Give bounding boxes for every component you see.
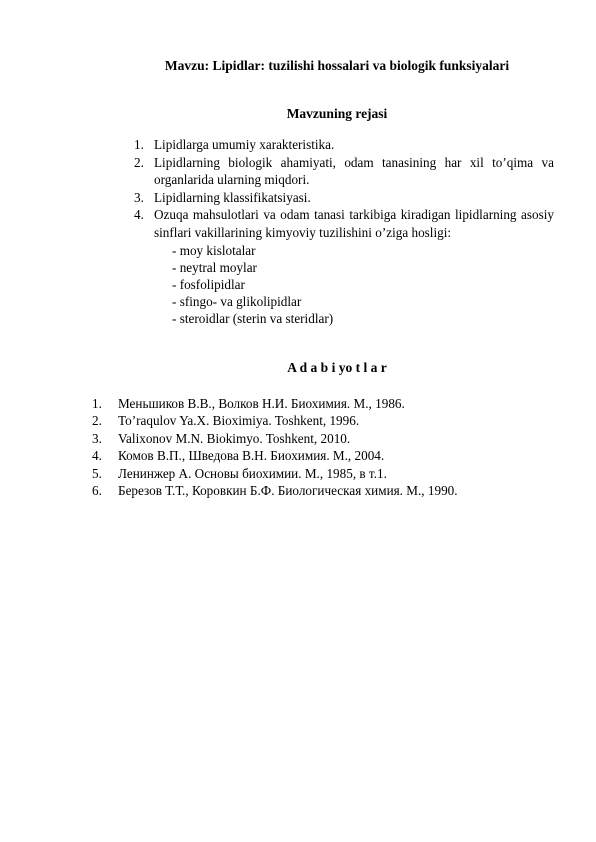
- reference-text: Комов В.П., Шведова В.Н. Биохимия. М., 2004.: [118, 448, 385, 464]
- plan-item-number: 4.: [134, 207, 144, 223]
- plan-item: [134, 206, 554, 327]
- plan-subitem: - fosfolipidlar: [172, 276, 245, 292]
- plan-item: [134, 154, 554, 189]
- reference-number: 4.: [92, 448, 102, 464]
- reference-item: [92, 395, 552, 412]
- reference-item: [92, 465, 552, 482]
- reference-text: Ленинжер А. Основы биохимии. М., 1985, в т.1.: [118, 465, 387, 481]
- reference-number: 6.: [92, 483, 102, 499]
- reference-number: 2.: [92, 413, 102, 429]
- plan-item-number: 3.: [134, 189, 144, 205]
- plan-item-number: 1.: [134, 137, 144, 152]
- reference-item: [92, 430, 552, 447]
- references-list: [92, 395, 552, 499]
- reference-text: Березов Т.Т., Коровкин Б.Ф. Биологическая химия. М., 1990.: [118, 483, 458, 499]
- page-title: Mavzu: Lipidlar: tuzilishi hossalari va biologik funksiyalari: [164, 58, 510, 73]
- reference-text: To’raqulov Ya.X. Bioximiya. Toshkent, 1996.: [118, 413, 360, 429]
- plan-item: [134, 189, 554, 207]
- plan-item-number: 2.: [134, 154, 144, 170]
- reference-item: [92, 447, 552, 464]
- reference-number: 3.: [92, 430, 102, 446]
- plan-sublist: [154, 242, 554, 328]
- plan-subitem: - moy kislotalar: [172, 242, 256, 258]
- reference-item: [92, 412, 552, 429]
- plan-item-text: Lipidlarga umumiy xarakteristika.: [154, 137, 335, 152]
- reference-text: Valixonov M.N. Biokimyo. Toshkent, 2010.: [118, 430, 351, 446]
- plan-heading: Mavzuning rejasi: [286, 106, 388, 121]
- plan-item: [134, 136, 554, 154]
- references-heading: A d a b i yo t l a r: [287, 360, 387, 375]
- reference-number: 1.: [92, 396, 102, 411]
- plan-subitem: - sfingo- va glikolipidlar: [172, 294, 302, 310]
- plan-item-text: Lipidlarning biologik ahamiyati, odam tanasining har xil to’qima va organlarida ularning miqdori.: [154, 154, 554, 188]
- reference-text: Меньшиков В.В., Волков Н.И. Биохимия. М., 1986.: [118, 396, 405, 411]
- plan-list: [134, 136, 554, 328]
- plan-subitem: - neytral moylar: [172, 259, 257, 275]
- reference-item: [92, 482, 552, 499]
- reference-number: 5.: [92, 465, 102, 481]
- plan-subitem: - steroidlar (sterin va steridlar): [172, 311, 334, 327]
- plan-item-text: Ozuqa mahsulotlari va odam tanasi tarkibiga kiradigan lipidlarning asosiy sinflari vakillarining kimyoviy tuzilishini o’ziga hosligi:: [154, 207, 554, 240]
- plan-item-text: Lipidlarning klassifikatsiyasi.: [154, 189, 311, 205]
